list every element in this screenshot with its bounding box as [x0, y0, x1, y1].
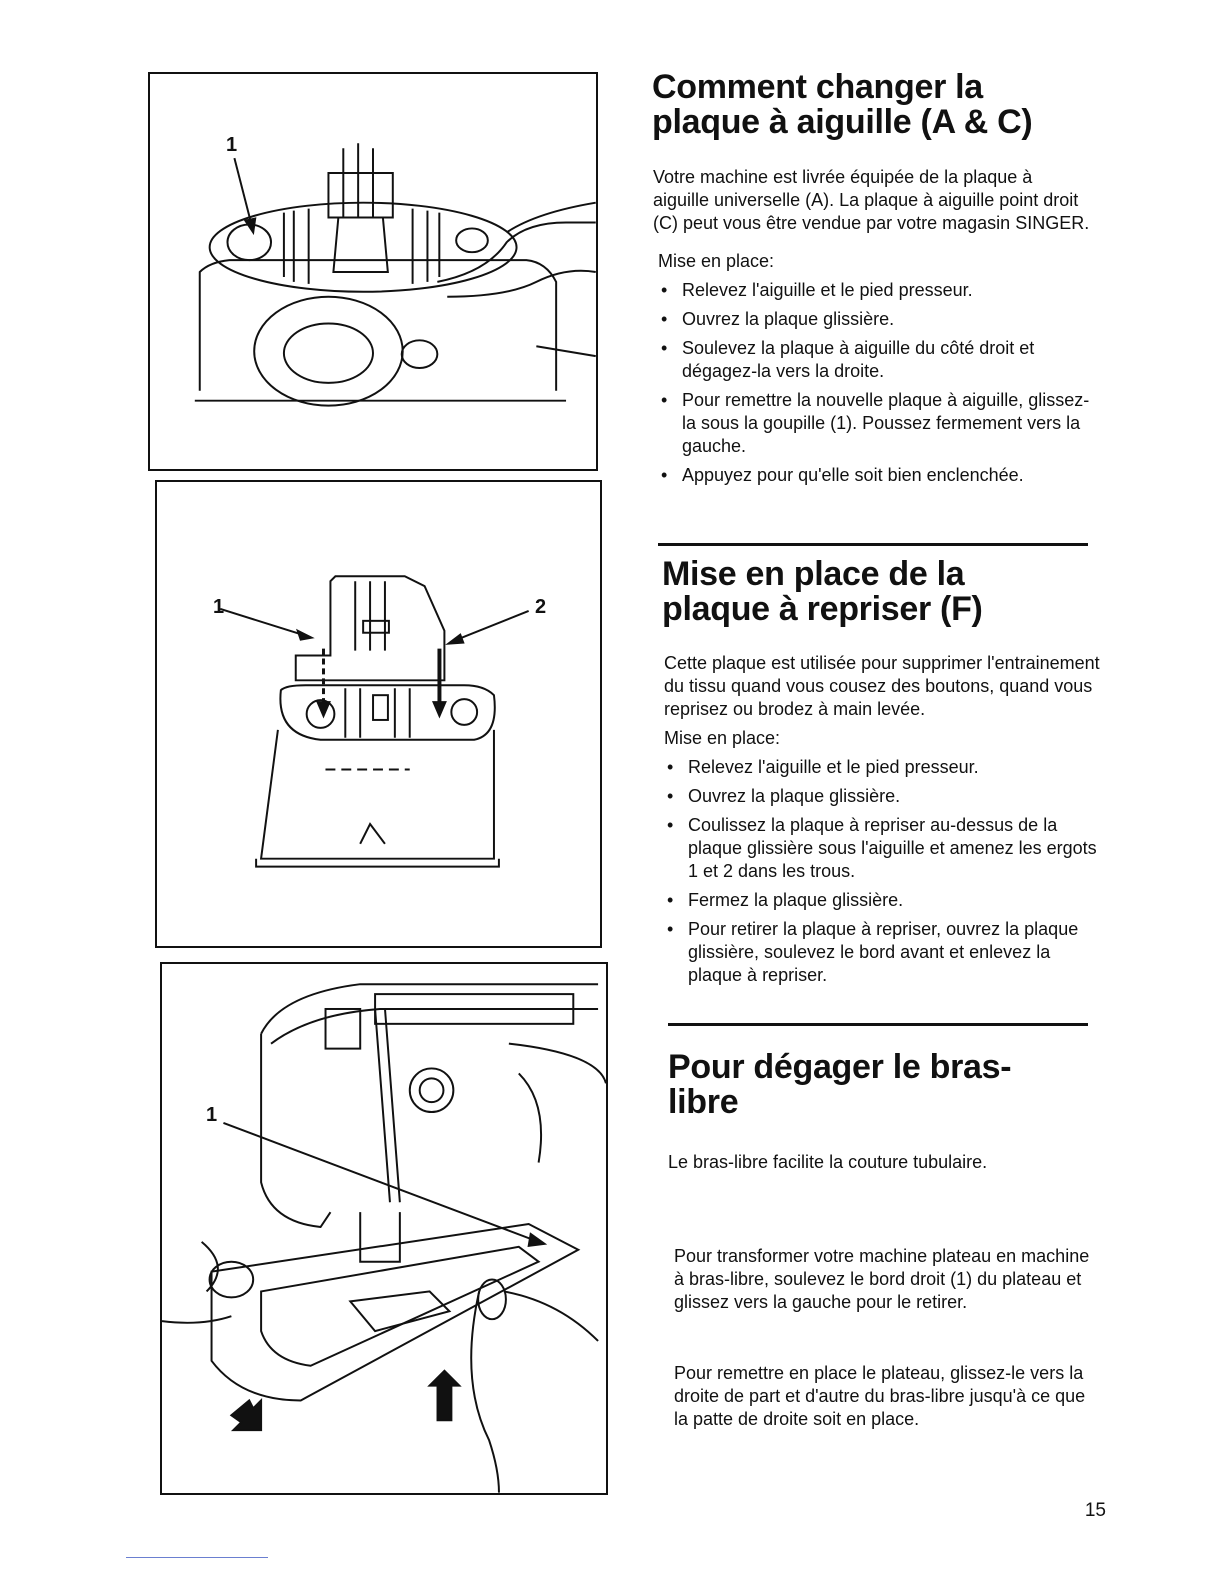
page-number: 15 — [1084, 1500, 1106, 1521]
section-2-title-line2: plaque à repriser (F) — [662, 590, 983, 628]
list-item: • Pour retirer la plaque à repriser, ouvrez la plaque glissière, soulevez le bord avant et enlevez la plaque à repriser. — [664, 918, 1102, 987]
section-needle-plate — [652, 70, 1092, 493]
list-item: • Ouvrez la plaque glissière. — [658, 308, 1092, 331]
list-item: • Fermez la plaque glissière. — [664, 889, 1102, 912]
section-3-title-line2: libre — [668, 1083, 739, 1121]
section-1-title-line2: plaque à aiguille (A & C) — [652, 103, 1033, 141]
section-3-title — [668, 1050, 1093, 1120]
section-1-title-line1: Comment changer la — [652, 68, 983, 106]
section-2-title — [662, 557, 1102, 627]
list-item: • Ouvrez la plaque glissière. — [664, 785, 1102, 808]
section-divider — [668, 1023, 1088, 1026]
figure-needle-plate — [148, 72, 598, 471]
section-3-title-line1: Pour dégager le bras- — [668, 1048, 1012, 1086]
section-2-subhead: Mise en place: — [664, 728, 781, 748]
needle-plate-illustration — [150, 74, 596, 469]
list-item: • Coulissez la plaque à repriser au-dessus de la plaque glissière sous l'aiguille et amenez les ergots 1 et 2 dans les trous. — [664, 814, 1102, 883]
section-1-title — [652, 70, 1092, 140]
callout-1: 1 — [206, 1104, 218, 1126]
list-item: • Relevez l'aiguille et le pied presseur. — [658, 279, 1092, 302]
callout-2: 2 — [535, 596, 547, 618]
list-item: • Pour remettre la nouvelle plaque à aiguille, glissez-la sous la goupille (1). Poussez fermement vers la gauche. — [658, 389, 1092, 458]
section-2-intro: Cette plaque est utilisée pour supprimer l'entrainement du tissu quand vous cousez des boutons, quand vous reprisez ou brodez à main levée. — [664, 653, 1100, 719]
section-3-para2: Pour remettre en place le plateau, glissez-le vers la droite de part et d'autre du bras-libre jusqu'à ce que la patte de droite soit en place. — [674, 1363, 1086, 1429]
darning-plate-illustration — [157, 482, 600, 946]
figure-free-arm — [160, 962, 608, 1495]
section-free-arm — [668, 1050, 1093, 1431]
section-2-bullets — [662, 756, 1102, 987]
section-3-intro: Le bras-libre facilite la couture tubulaire. — [668, 1152, 988, 1172]
callout-1: 1 — [213, 596, 225, 618]
footer-divider — [126, 1557, 268, 1558]
list-item: • Relevez l'aiguille et le pied presseur. — [664, 756, 1102, 779]
section-divider — [658, 543, 1088, 546]
section-darning-plate — [662, 557, 1102, 993]
callout-1: 1 — [226, 134, 238, 156]
section-1-subhead: Mise en place: — [658, 251, 775, 271]
figure-darning-plate — [155, 480, 602, 948]
section-3-para1: Pour transformer votre machine plateau en machine à bras-libre, soulevez le bord droit (1) du plateau et glissez vers la gauche pour le retirer. — [674, 1246, 1090, 1312]
list-item: • Soulevez la plaque à aiguille du côté droit et dégagez-la vers la droite. — [658, 337, 1092, 383]
free-arm-illustration — [162, 964, 606, 1493]
section-1-intro: Votre machine est livrée équipée de la plaque à aiguille universelle (A). La plaque à aiguille point droit (C) peut vous être vendue par votre magasin SINGER. — [653, 167, 1090, 233]
section-1-bullets — [652, 279, 1092, 487]
section-2-title-line1: Mise en place de la — [662, 555, 965, 593]
list-item: • Appuyez pour qu'elle soit bien enclenchée. — [658, 464, 1092, 487]
